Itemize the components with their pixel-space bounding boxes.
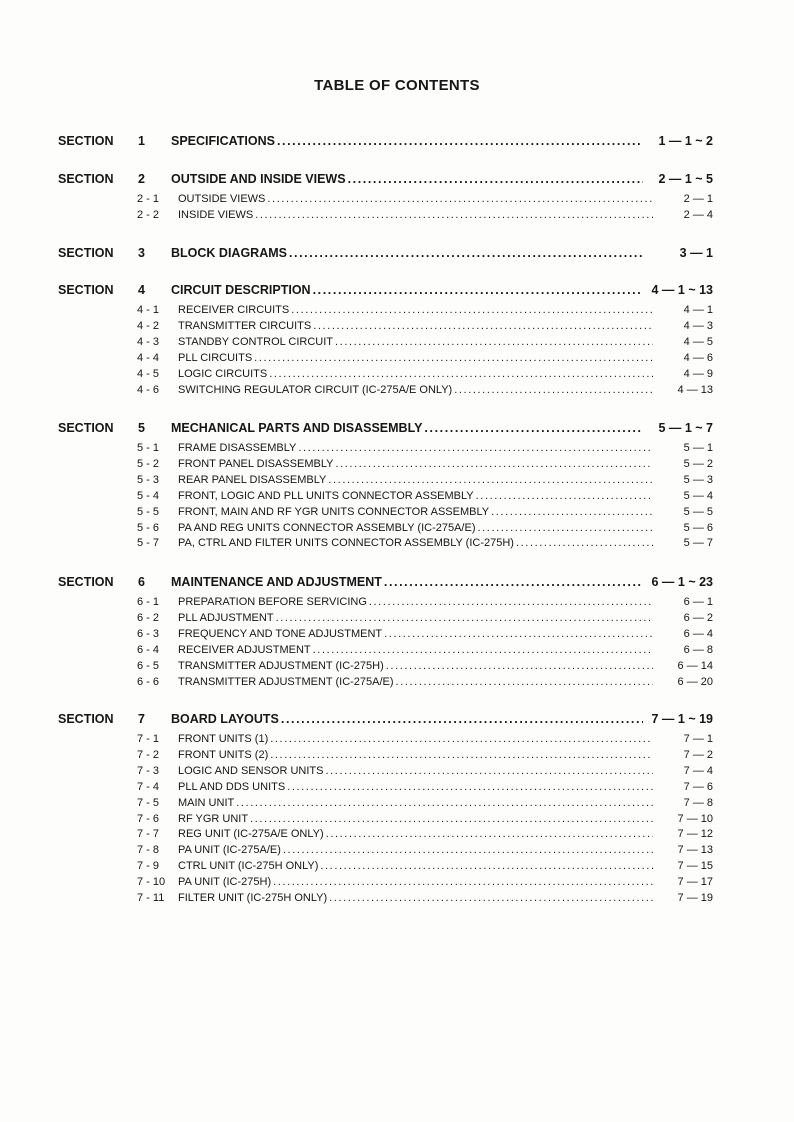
dot-leader [255,209,653,221]
entry-title: PA UNIT (IC-275H) [178,876,272,889]
toc-entry[interactable] [178,474,713,486]
page-reference: 4 — 13 [677,383,713,396]
page-reference: 7 — 1 [683,733,713,745]
entry-title: FILTER UNIT (IC-275H ONLY) [178,892,328,904]
section-label: SECTION [58,134,114,148]
toc-entry[interactable] [178,442,713,454]
subsection-number: 6 - 3 [137,627,160,640]
entry-title: FRONT PANEL DISASSEMBLY [178,457,334,470]
entry-title: PLL AND DDS UNITS [178,780,286,793]
entry-title: LOGIC CIRCUITS [178,367,268,380]
subsection-number: 7 - 9 [137,860,160,873]
dot-leader [477,522,653,534]
page-reference: 2 — 4 [683,208,713,221]
toc-entry[interactable] [178,813,713,825]
subsection-number: 4 - 3 [137,335,160,348]
toc-entry[interactable] [178,522,713,534]
subsection-number: 7 - 8 [137,844,160,857]
dot-leader [396,676,653,688]
entry-title: TRANSMITTER ADJUSTMENT (IC-275A/E) [178,675,394,688]
dot-leader [326,828,653,840]
entry-title: RECEIVER CIRCUITS [178,304,290,316]
toc-entry[interactable] [178,596,713,608]
entry-title: LOGIC AND SENSOR UNITS [178,764,324,777]
page-reference: 5 — 4 [683,489,713,502]
toc-entry[interactable] [178,749,713,761]
toc-entry[interactable] [171,575,713,589]
dot-leader [313,283,643,297]
dot-leader [277,134,643,148]
dot-leader [287,781,653,793]
section-number: 4 [138,283,145,297]
dot-leader [386,660,653,672]
section-label: SECTION [58,712,114,726]
dot-leader [491,506,653,518]
entry-title: REG UNIT (IC-275A/E ONLY) [178,828,324,841]
section-label: SECTION [58,575,114,589]
page-reference: 4 — 1 [683,304,713,316]
page-reference: 6 — 8 [683,643,713,656]
entry-title: STANDBY CONTROL CIRCUIT [178,335,334,348]
page-reference: 7 — 2 [683,748,713,761]
toc-entry[interactable] [178,644,713,656]
toc-entry[interactable] [171,246,713,260]
toc-entry[interactable] [178,537,713,549]
section-label: SECTION [58,246,114,260]
entry-title: PLL CIRCUITS [178,351,253,364]
entry-title: FRONT, LOGIC AND PLL UNITS CONNECTOR ASSEMBLY [178,489,474,502]
dot-leader [270,749,653,761]
section-label: SECTION [58,283,114,297]
entry-title: FREQUENCY AND TONE ADJUSTMENT [178,627,383,640]
page-reference: 1 — 1 ~ 2 [658,134,713,148]
page-reference: 4 — 1 ~ 13 [651,283,713,297]
dot-leader [236,797,653,809]
toc-entry[interactable] [178,384,713,396]
entry-title: MAIN UNIT [178,796,235,809]
page-reference: 2 — 1 ~ 5 [658,172,713,186]
entry-title: SWITCHING REGULATOR CIRCUIT (IC-275A/E ONLY) [178,383,453,396]
section-number: 1 [138,134,145,148]
entry-title: MAINTENANCE AND ADJUSTMENT [171,575,382,589]
toc-entry[interactable] [178,660,713,672]
toc-entry[interactable] [178,320,713,332]
entry-title: PA AND REG UNITS CONNECTOR ASSEMBLY (IC-275A/E) [178,521,476,534]
toc-entry[interactable] [178,844,713,856]
subsection-number: 7 - 3 [137,764,160,777]
page-reference: 5 — 3 [683,473,713,486]
page-reference: 5 — 1 ~ 7 [658,421,713,435]
page-reference: 5 — 7 [683,537,713,550]
section-number: 3 [138,246,145,260]
toc-entry[interactable] [178,612,713,624]
dot-leader [325,765,653,777]
toc-entry[interactable] [178,304,713,316]
toc-entry[interactable] [178,892,713,904]
page-reference: 7 — 1 ~ 19 [651,712,713,726]
toc-entry[interactable] [178,676,713,688]
page-reference: 7 — 6 [683,780,713,793]
toc-entry[interactable] [171,172,713,186]
entry-title: MECHANICAL PARTS AND DISASSEMBLY [171,421,423,435]
entry-title: OUTSIDE VIEWS [178,193,266,205]
entry-title: TRANSMITTER ADJUSTMENT (IC-275H) [178,659,384,672]
entry-title: CTRL UNIT (IC-275H ONLY) [178,860,319,873]
dot-leader [476,490,653,502]
page-reference: 7 — 17 [677,876,713,889]
toc-entry[interactable] [178,876,713,888]
subsection-number: 4 - 4 [137,351,160,364]
dot-leader [313,320,653,332]
page-reference: 5 — 6 [683,521,713,534]
dot-leader [335,336,653,348]
entry-title: CIRCUIT DESCRIPTION [171,283,311,297]
dot-leader [320,860,653,872]
toc-entry[interactable] [178,490,713,502]
page-reference: 7 — 4 [683,764,713,777]
subsection-number: 6 - 5 [137,659,160,672]
toc-entry[interactable] [178,368,713,380]
entry-title: RECEIVER ADJUSTMENT [178,643,311,656]
toc-entry[interactable] [178,765,713,777]
page-reference: 7 — 19 [677,892,713,904]
page-reference: 4 — 6 [683,351,713,364]
dot-leader [384,628,653,640]
section-number: 7 [138,712,145,726]
page-reference: 6 — 1 [683,596,713,608]
entry-title: TRANSMITTER CIRCUITS [178,319,312,332]
toc-entry[interactable] [178,628,713,640]
dot-leader [269,368,653,380]
entry-title: PA, CTRL AND FILTER UNITS CONNECTOR ASSEMBLY (IC-275H) [178,537,514,550]
dot-leader [369,596,653,608]
entry-title: INSIDE VIEWS [178,208,254,221]
subsection-number: 2 - 2 [137,208,160,221]
entry-title: BOARD LAYOUTS [171,712,279,726]
entry-title: FRONT, MAIN AND RF YGR UNITS CONNECTOR ASSEMBLY [178,505,490,518]
subsection-number: 7 - 7 [137,828,160,841]
entry-title: SPECIFICATIONS [171,134,275,148]
entry-title: FRONT UNITS (1) [178,733,269,745]
entry-title: FRAME DISASSEMBLY [178,442,297,454]
subsection-number: 6 - 4 [137,643,160,656]
subsection-number: 5 - 5 [137,505,160,518]
entry-title: RF YGR UNIT [178,812,249,825]
dot-leader [384,575,643,589]
toc-entry[interactable] [178,352,713,364]
dot-leader [250,813,653,825]
subsection-number: 7 - 5 [137,796,160,809]
section-label: SECTION [58,172,114,186]
page-title: TABLE OF CONTENTS [314,77,480,94]
section-label: SECTION [58,421,114,435]
section-number: 5 [138,421,145,435]
subsection-number: 7 - 1 [137,733,160,745]
page-reference: 5 — 1 [683,442,713,454]
toc-entry[interactable] [178,458,713,470]
toc-entry[interactable] [178,781,713,793]
subsection-number: 5 - 4 [137,489,160,502]
toc-entry[interactable] [178,209,713,221]
page-reference: 7 — 13 [677,844,713,857]
dot-leader [335,458,653,470]
dot-leader [289,246,643,260]
dot-leader [298,442,653,454]
page-reference: 6 — 2 [683,611,713,624]
toc-entry[interactable] [171,712,713,726]
subsection-number: 5 - 3 [137,473,160,486]
page-reference: 7 — 10 [677,812,713,825]
subsection-number: 4 - 1 [137,304,160,316]
subsection-number: 5 - 6 [137,521,160,534]
subsection-number: 5 - 7 [137,537,160,550]
toc-entry[interactable] [171,283,713,297]
dot-leader [273,876,653,888]
entry-title: PA UNIT (IC-275A/E) [178,844,281,857]
dot-leader [313,644,653,656]
subsection-number: 7 - 10 [137,876,166,889]
toc-entry[interactable] [178,797,713,809]
page-reference: 4 — 3 [683,319,713,332]
subsection-number: 4 - 2 [137,319,160,332]
page-reference: 2 — 1 [683,193,713,205]
dot-leader [454,384,653,396]
subsection-number: 4 - 5 [137,367,160,380]
dot-leader [281,712,643,726]
subsection-number: 5 - 2 [137,457,160,470]
entry-title: PLL ADJUSTMENT [178,611,274,624]
subsection-number: 6 - 1 [137,596,160,608]
page-reference: 3 — 1 [679,246,713,260]
dot-leader [276,612,653,624]
entry-title: PREPARATION BEFORE SERVICING [178,596,367,608]
dot-leader [348,172,643,186]
subsection-number: 7 - 4 [137,780,160,793]
dot-leader [516,537,653,549]
subsection-number: 7 - 2 [137,748,160,761]
dot-leader [267,193,653,205]
page-reference: 4 — 9 [683,367,713,380]
page-reference: 6 — 1 ~ 23 [651,575,713,589]
toc-entry[interactable] [178,193,713,205]
subsection-number: 2 - 1 [137,193,160,205]
toc-entry[interactable] [171,134,713,148]
toc-entry[interactable] [171,421,713,435]
dot-leader [329,892,653,904]
section-number: 6 [138,575,145,589]
toc-entry[interactable] [178,506,713,518]
dot-leader [254,352,653,364]
entry-title: FRONT UNITS (2) [178,748,269,761]
page-reference: 7 — 8 [683,796,713,809]
subsection-number: 6 - 2 [137,611,160,624]
page-reference: 6 — 4 [683,627,713,640]
toc-entry[interactable] [178,860,713,872]
subsection-number: 5 - 1 [137,442,160,454]
page-reference: 4 — 5 [683,335,713,348]
subsection-number: 6 - 6 [137,675,160,688]
subsection-number: 7 - 6 [137,812,160,825]
page-reference: 5 — 2 [683,457,713,470]
dot-leader [283,844,653,856]
page-reference: 7 — 15 [677,860,713,873]
entry-title: BLOCK DIAGRAMS [171,246,287,260]
toc-entry[interactable] [178,336,713,348]
dot-leader [424,421,643,435]
subsection-number: 7 - 11 [137,892,165,904]
entry-title: OUTSIDE AND INSIDE VIEWS [171,172,346,186]
toc-entry[interactable] [178,828,713,840]
page-reference: 7 — 12 [677,828,713,841]
subsection-number: 4 - 6 [137,383,160,396]
page-reference: 5 — 5 [683,505,713,518]
entry-title: REAR PANEL DISASSEMBLY [178,473,327,486]
dot-leader [270,733,653,745]
page-reference: 6 — 20 [677,675,713,688]
dot-leader [328,474,653,486]
page-reference: 6 — 14 [677,659,713,672]
toc-entry[interactable] [178,733,713,745]
section-number: 2 [138,172,145,186]
dot-leader [291,304,653,316]
